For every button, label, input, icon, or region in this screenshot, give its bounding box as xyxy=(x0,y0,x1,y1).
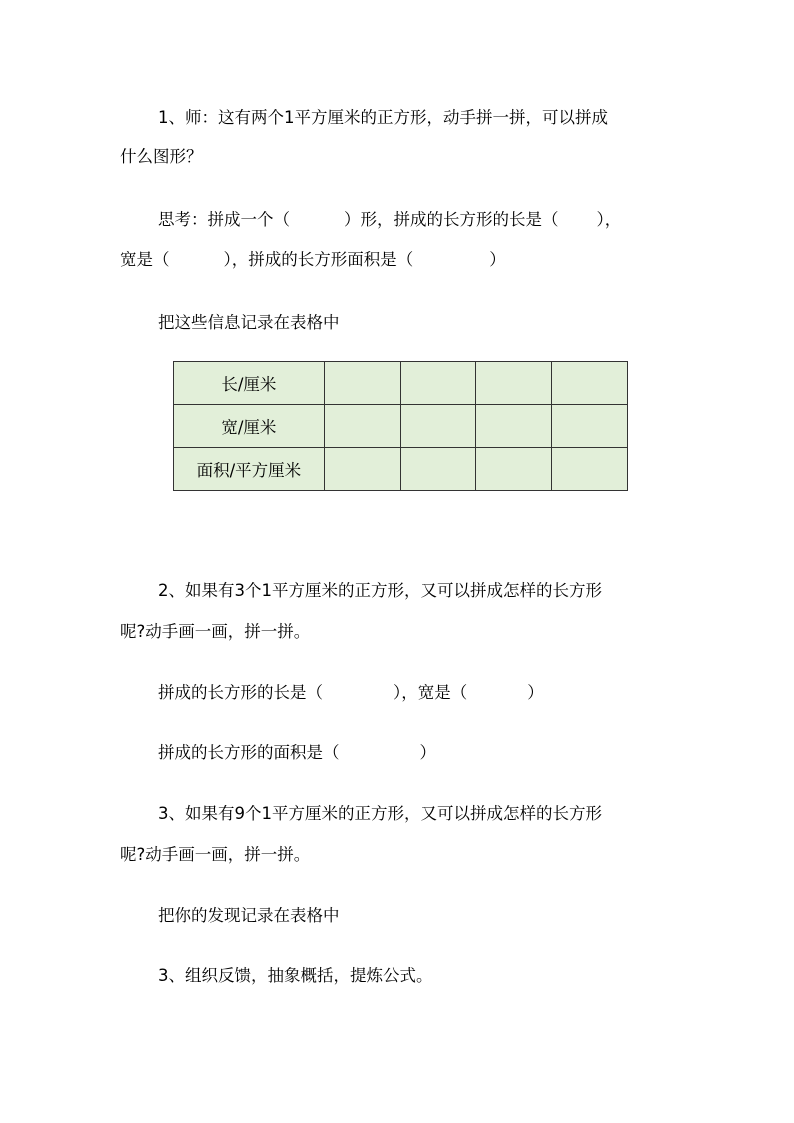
q1-think-text-a: 思考：拼成一个（ xyxy=(158,210,290,229)
table-row xyxy=(174,362,628,405)
q2-line2: 呢?动手画一画，拼一拼。 xyxy=(120,622,311,641)
q2-length-line xyxy=(158,681,544,705)
table-cell xyxy=(476,405,552,448)
q2-area-text-b: ） xyxy=(419,743,436,762)
q1-think-line2 xyxy=(120,248,506,272)
table-cell xyxy=(324,405,400,448)
q1-think2-text-b: ），拼成的长方形面积是（ xyxy=(223,250,414,269)
table-row xyxy=(174,448,628,491)
q3-record-instruction: 把你的发现记录在表格中 xyxy=(158,906,340,925)
q2-length-text-b: ），宽是（ xyxy=(393,683,468,702)
table-cell xyxy=(552,405,628,448)
row-label-length: 长/厘米 xyxy=(174,362,325,405)
table-cell xyxy=(324,362,400,405)
table-cell xyxy=(476,448,552,491)
table-cell xyxy=(400,448,476,491)
table-cell xyxy=(476,362,552,405)
table-row xyxy=(174,405,628,448)
q1-think-text-c: ）， xyxy=(596,210,622,229)
record-table xyxy=(173,361,628,491)
q4-line1: 3、组织反馈，抽象概括，提炼公式。 xyxy=(158,966,433,985)
q2-area-text-a: 拼成的长方形的面积是（ xyxy=(158,743,340,762)
table-cell xyxy=(400,405,476,448)
q3-line1: 3、如果有9个1平方厘米的正方形，又可以拼成怎样的长方形 xyxy=(158,804,602,823)
q2-length-text-a: 拼成的长方形的长是（ xyxy=(158,683,323,702)
q1-line1: 1、师：这有两个1平方厘米的正方形，动手拼一拼，可以拼成 xyxy=(158,108,608,127)
q3-line2: 呢?动手画一画，拼一拼。 xyxy=(120,845,311,864)
table-cell xyxy=(400,362,476,405)
q1-think-text-b: ）形，拼成的长方形的长是（ xyxy=(344,210,559,229)
q1-record-instruction: 把这些信息记录在表格中 xyxy=(158,313,340,332)
q1-think2-text-c: ） xyxy=(489,250,506,269)
q2-length-text-c: ） xyxy=(527,683,544,702)
table-cell xyxy=(552,362,628,405)
table-cell xyxy=(324,448,400,491)
row-label-width: 宽/厘米 xyxy=(174,405,325,448)
q1-think2-text-a: 宽是（ xyxy=(120,250,170,269)
q1-line2: 什么图形？ xyxy=(120,147,203,166)
table-cell xyxy=(552,448,628,491)
q2-area-line xyxy=(158,741,436,765)
row-label-area: 面积/平方厘米 xyxy=(174,448,325,491)
q2-line1: 2、如果有3个1平方厘米的正方形，又可以拼成怎样的长方形 xyxy=(158,581,602,600)
q1-think-line1 xyxy=(158,208,621,232)
